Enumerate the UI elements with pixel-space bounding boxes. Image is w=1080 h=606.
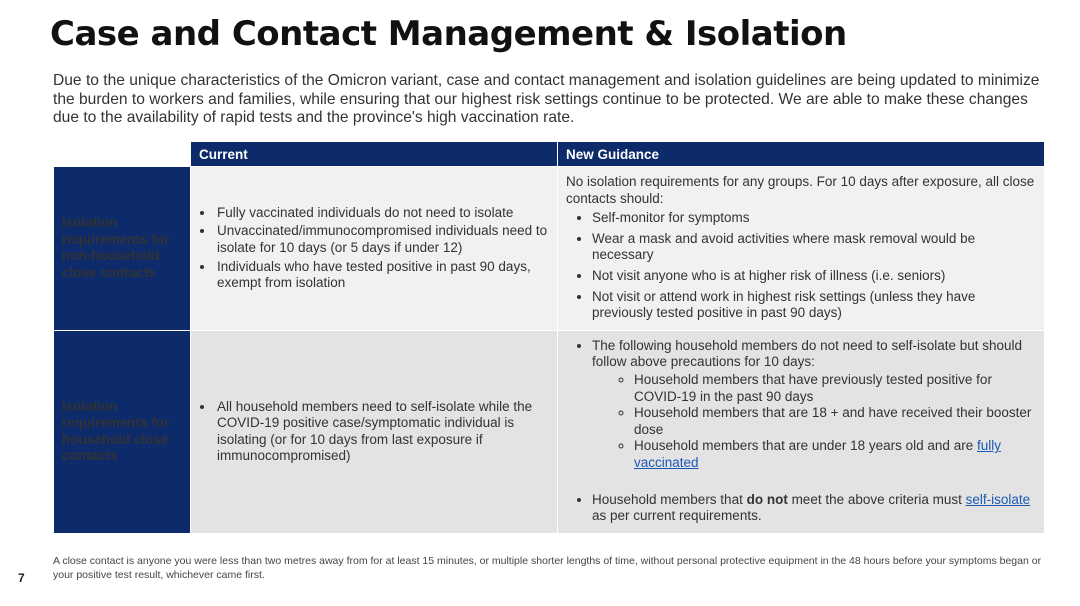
list-item	[592, 338, 1036, 488]
header-blank-cell	[54, 142, 191, 167]
new-household-cell	[558, 330, 1045, 533]
item-text-bold: do not	[746, 491, 788, 507]
new-guidance-intro: No isolation requirements for any groups. For 10 days after exposure, all close contacts should:	[566, 174, 1035, 206]
list-item: • Not visit or attend work in highest risk settings (unless they have previously tested positive in past 90 days)	[592, 289, 1036, 322]
new-non-household-cell	[558, 167, 1045, 331]
fully-vaccinated-link[interactable]: fully vaccinated	[634, 438, 1001, 470]
table-row	[54, 167, 1045, 331]
sub-item-text: Household members that are under 18 years old and are	[634, 438, 977, 454]
intro-paragraph: Due to the unique characteristics of the Omicron variant, case and contact management and isolation guidelines are being updated to minimize the burden to workers and families, while ensuring that our highest risk settings continue to be protected. We are able to make these changes due to the availability of rapid tests and the province's high vaccination rate.	[53, 72, 1040, 126]
list-item: • All household members need to self-isolate while the COVID-19 positive case/symptomatic individual is isolating (or for 10 days from last exposure if immunocompromised)	[215, 399, 549, 465]
current-household-cell	[191, 330, 558, 533]
guidance-table	[53, 141, 1045, 534]
list-item: • Unvaccinated/immunocompromised individuals need to isolate for 10 days (or 5 days if under 12)	[215, 223, 549, 256]
list-item: • Fully vaccinated individuals do not need to isolate	[215, 205, 549, 222]
row-label-household: Isolation requirements for household close contacts	[54, 330, 191, 533]
row-label-non-household: Isolation requirements for non-household close contacts	[54, 167, 191, 331]
sub-list-item: ◦ Household members that are 18 + and have received their booster dose	[634, 405, 1036, 438]
footnote: A close contact is anyone you were less than two metres away from for at least 15 minutes, or multiple shorter lengths of time, without personal protective equipment in the 48 hours before your symptoms began or your positive test result, whichever came first.	[53, 555, 1042, 581]
sub-list-item	[634, 438, 1036, 471]
household-exempt-text: The following household members do not need to self-isolate but should follow above precautions for 10 days:	[592, 337, 1023, 370]
list-item	[592, 492, 1036, 525]
page-title: Case and Contact Management & Isolation	[50, 14, 847, 54]
current-non-household-cell	[191, 167, 558, 331]
item-text-mid: meet the above criteria must	[787, 491, 966, 507]
table-row	[54, 330, 1045, 533]
table-header-row	[54, 142, 1045, 167]
sub-list-item: ◦ Household members that have previously tested positive for COVID-19 in the past 90 days	[634, 372, 1036, 405]
header-new-guidance: New Guidance	[558, 142, 1045, 167]
header-current: Current	[191, 142, 558, 167]
item-text-post: as per current requirements.	[592, 508, 762, 524]
list-item: • Wear a mask and avoid activities where mask removal would be necessary	[592, 231, 1036, 264]
list-item: • Not visit anyone who is at higher risk of illness (i.e. seniors)	[592, 268, 1036, 285]
self-isolate-link[interactable]: self-isolate	[965, 491, 1031, 507]
item-text-pre: Household members that	[592, 491, 747, 507]
page-number: 7	[18, 571, 25, 585]
list-item: • Self-monitor for symptoms	[592, 210, 1036, 227]
list-item: • Individuals who have tested positive in past 90 days, exempt from isolation	[215, 259, 549, 292]
